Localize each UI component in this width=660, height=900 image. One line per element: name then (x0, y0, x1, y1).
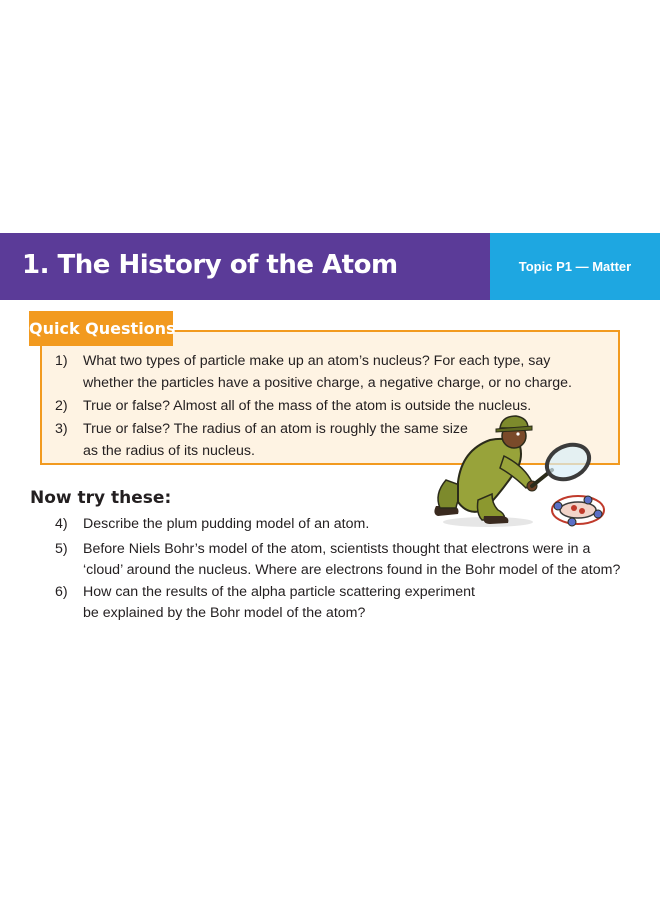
question-text: as the radius of its nucleus. (83, 443, 255, 459)
question-text: Before Niels Bohr’s model of the atom, scientists thought that electrons were in a (83, 541, 591, 557)
question-text: True or false? The radius of an atom is roughly the same size (83, 421, 468, 437)
title-bar (0, 233, 490, 300)
topic-bar (490, 233, 660, 300)
page-header (0, 233, 660, 300)
question-text: be explained by the Bohr model of the atom? (83, 605, 366, 621)
question-number: 5) (55, 541, 68, 557)
question-text: Describe the plum pudding model of an atom. (83, 516, 370, 532)
question-number: 1) (55, 353, 68, 369)
question-text: whether the particles have a positive charge, a negative charge, or no charge. (83, 375, 572, 391)
now-try-heading: Now try these: (30, 488, 172, 508)
question-text: True or false? Almost all of the mass of the atom is outside the nucleus. (83, 398, 532, 414)
eye-shape (516, 432, 519, 435)
shoe-icon (484, 516, 509, 524)
question-number: 3) (55, 421, 68, 437)
question-number: 2) (55, 398, 68, 414)
question-text: ‘cloud’ around the nucleus. Where are electrons found in the Bohr model of the atom? (83, 562, 621, 578)
magnifier-lens-icon (541, 438, 594, 486)
question-text: How can the results of the alpha particle scattering experiment (83, 584, 475, 600)
page-title: 1. The History of the Atom (22, 250, 398, 280)
detective-magnifier-illustration (428, 410, 628, 540)
atom-model-icon (552, 496, 604, 526)
quick-questions-heading: Quick Questions (29, 311, 173, 346)
topic-label: Topic P1 — Matter (518, 259, 632, 274)
question-number: 6) (55, 584, 68, 600)
question-number: 4) (55, 516, 68, 532)
question-text: What two types of particle make up an atom’s nucleus? For each type, say (83, 353, 551, 369)
